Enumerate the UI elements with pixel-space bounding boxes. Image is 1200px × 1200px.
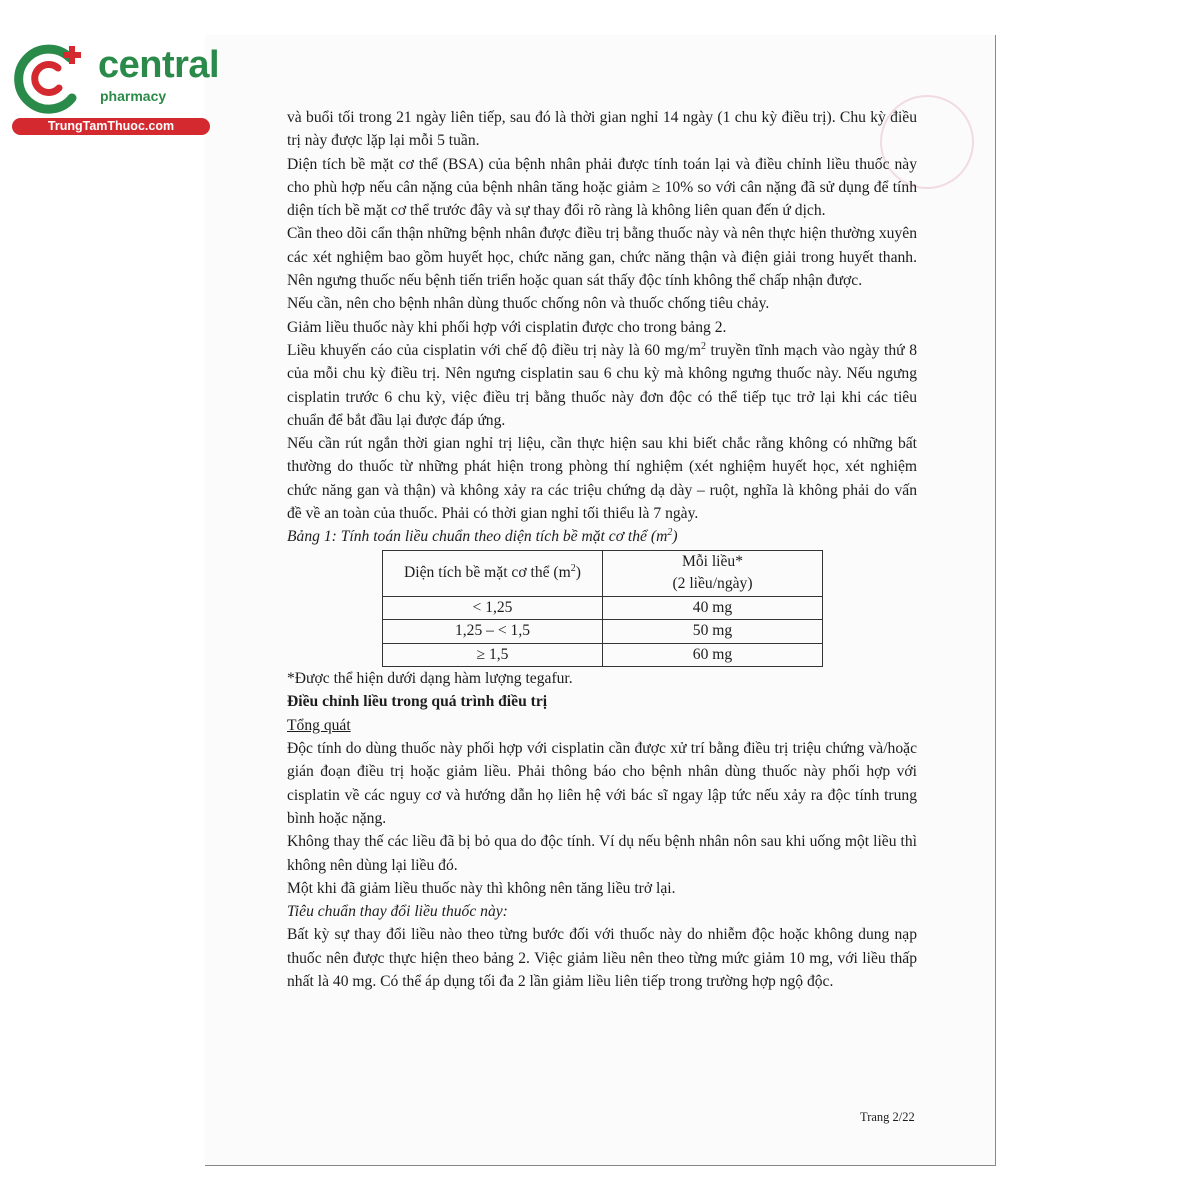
table-header-dose: Mỗi liều* (2 liều/ngày) [603,550,823,596]
table-header-row [383,550,823,596]
page-number: Trang 2/22 [860,1110,915,1124]
paragraph: Một khi đã giảm liều thuốc này thì không nên tăng liều trở lại. [287,879,676,897]
table-cell-bsa: ≥ 1,5 [383,643,603,667]
paragraph: Không thay thế các liều đã bị bỏ qua do độc tính. Ví dụ nếu bệnh nhân nôn sau khi uống một liều thì không nên dùng lại liều đó. [287,833,917,874]
table-row [383,620,823,644]
section-subheading: Tổng quát [287,716,351,734]
table-footnote: *Được thể hiện dưới dạng hàm lượng tegafur. [287,670,573,688]
logo-url-banner: TrungTamThuoc.com [12,118,210,135]
table-cell-dose: 50 mg [603,620,823,644]
central-pharmacy-logo [10,38,220,138]
paragraph: Cần theo dõi cẩn thận những bệnh nhân được điều trị bằng thuốc này và nên thực hiện thường xuyên các xét nghiệm bao gồm huyết học, chức năng gan, chức năng thận và điện giải trong huyết thanh. Nên ngưng thuốc nếu bệnh tiến triển hoặc quan sát thấy độc tính không thể chấp nhận được. [287,225,917,290]
table-caption: Bảng 1: Tính toán liều chuẩn theo diện tích bề mặt cơ thể $(m^2)$ [287,527,678,546]
logo-subtitle: pharmacy [100,88,167,104]
paragraph: Độc tính do dùng thuốc này phối hợp với cisplatin cần được xử trí bằng điều trị triệu chứng và/hoặc gián đoạn điều trị hoặc giảm liều. Phải thông báo cho bệnh nhân dùng thuốc này phối hợp với cisplatin về các nguy cơ và hướng dẫn họ liên hệ với bác sĩ ngay lập tức nếu xảy ra độc tính trung bình hoặc nặng. [287,740,917,827]
criteria-title: Tiêu chuẩn thay đổi liều thuốc này: [287,903,508,921]
table-cell-dose: 60 mg [603,643,823,667]
rest-paragraph: Nếu cần rút ngắn thời gian nghỉ trị liệu, cần thực hiện sau khi biết chắc rằng không có những bất thường do thuốc từ những phát hiện trong phòng thí nghiệm (xét nghiệm huyết học, xét nghiệm chức năng gan và thận) và không xảy ra các triệu chứng dạ dày – ruột, nghĩa là không phải do vấn đề về an toàn của thuốc. Phải có thời gian nghỉ tối thiểu là 7 ngày. [287,435,917,523]
paragraph: Giảm liều thuốc này khi phối hợp với cisplatin được cho trong bảng 2. [287,318,727,336]
logo-wordmark: central [98,44,220,86]
logo-mark-icon [12,42,92,114]
paragraph: Bất kỳ sự thay đổi liều nào theo từng bước đối với thuốc này do nhiễm độc hoặc không dung nạp thuốc nên được thực hiện theo bảng 2. Việc giảm liều nên theo từng mức giảm 10 mg, với liều thấp nhất là 40 mg. Có thể áp dụng tối đa 2 lần giảm liều liên tiếp trong trường hợp ngộ độc. [287,926,917,990]
paragraph: và buổi tối trong 21 ngày liên tiếp, sau đó là thời gian nghỉ 14 ngày (1 chu kỳ điều trị). Chu kỳ điều trị này được lặp lại mỗi 5 tuần. [287,109,917,150]
page-content [287,106,917,993]
cisplatin-paragraph: Liều khuyến cáo của cisplatin với chế độ điều trị này là 60 $mg/m^2$ truyền tĩnh mạch vào ngày thứ 8 của mỗi chu kỳ điều trị. Nên ngưng cisplatin sau 6 chu kỳ mà không ngưng thuốc này. Nếu ngưng cisplatin trước 6 chu kỳ, việc điều trị bằng thuốc này đơn độc có thể tiếp tục trở lại khi các tiêu chuẩn để bắt đầu lại được đáp ứng. [287,340,917,429]
bsa-dose-table [382,550,823,668]
table-row [383,596,823,620]
table-header-bsa: Diện tích bề mặt cơ thể $(m^2)$ [383,550,603,596]
table-row [383,643,823,667]
table-cell-bsa: 1,25 – < 1,5 [383,620,603,644]
table-cell-bsa: < 1,25 [383,596,603,620]
paragraph: Nếu cần, nên cho bệnh nhân dùng thuốc chống nôn và thuốc chống tiêu chảy. [287,295,770,313]
section-heading: Điều chỉnh liều trong quá trình điều trị [287,693,548,711]
paragraph: Diện tích bề mặt cơ thể (BSA) của bệnh nhân phải được tính toán lại và điều chỉnh liều thuốc này cho phù hợp nếu cân nặng của bệnh nhân tăng hoặc giảm ≥ 10% so với cân nặng đã sử dụng để tính diện tích bề mặt cơ thể trước đây và sự thay đổi rõ ràng là không liên quan đến ứ dịch. [287,155,917,220]
table-cell-dose: 40 mg [603,596,823,620]
